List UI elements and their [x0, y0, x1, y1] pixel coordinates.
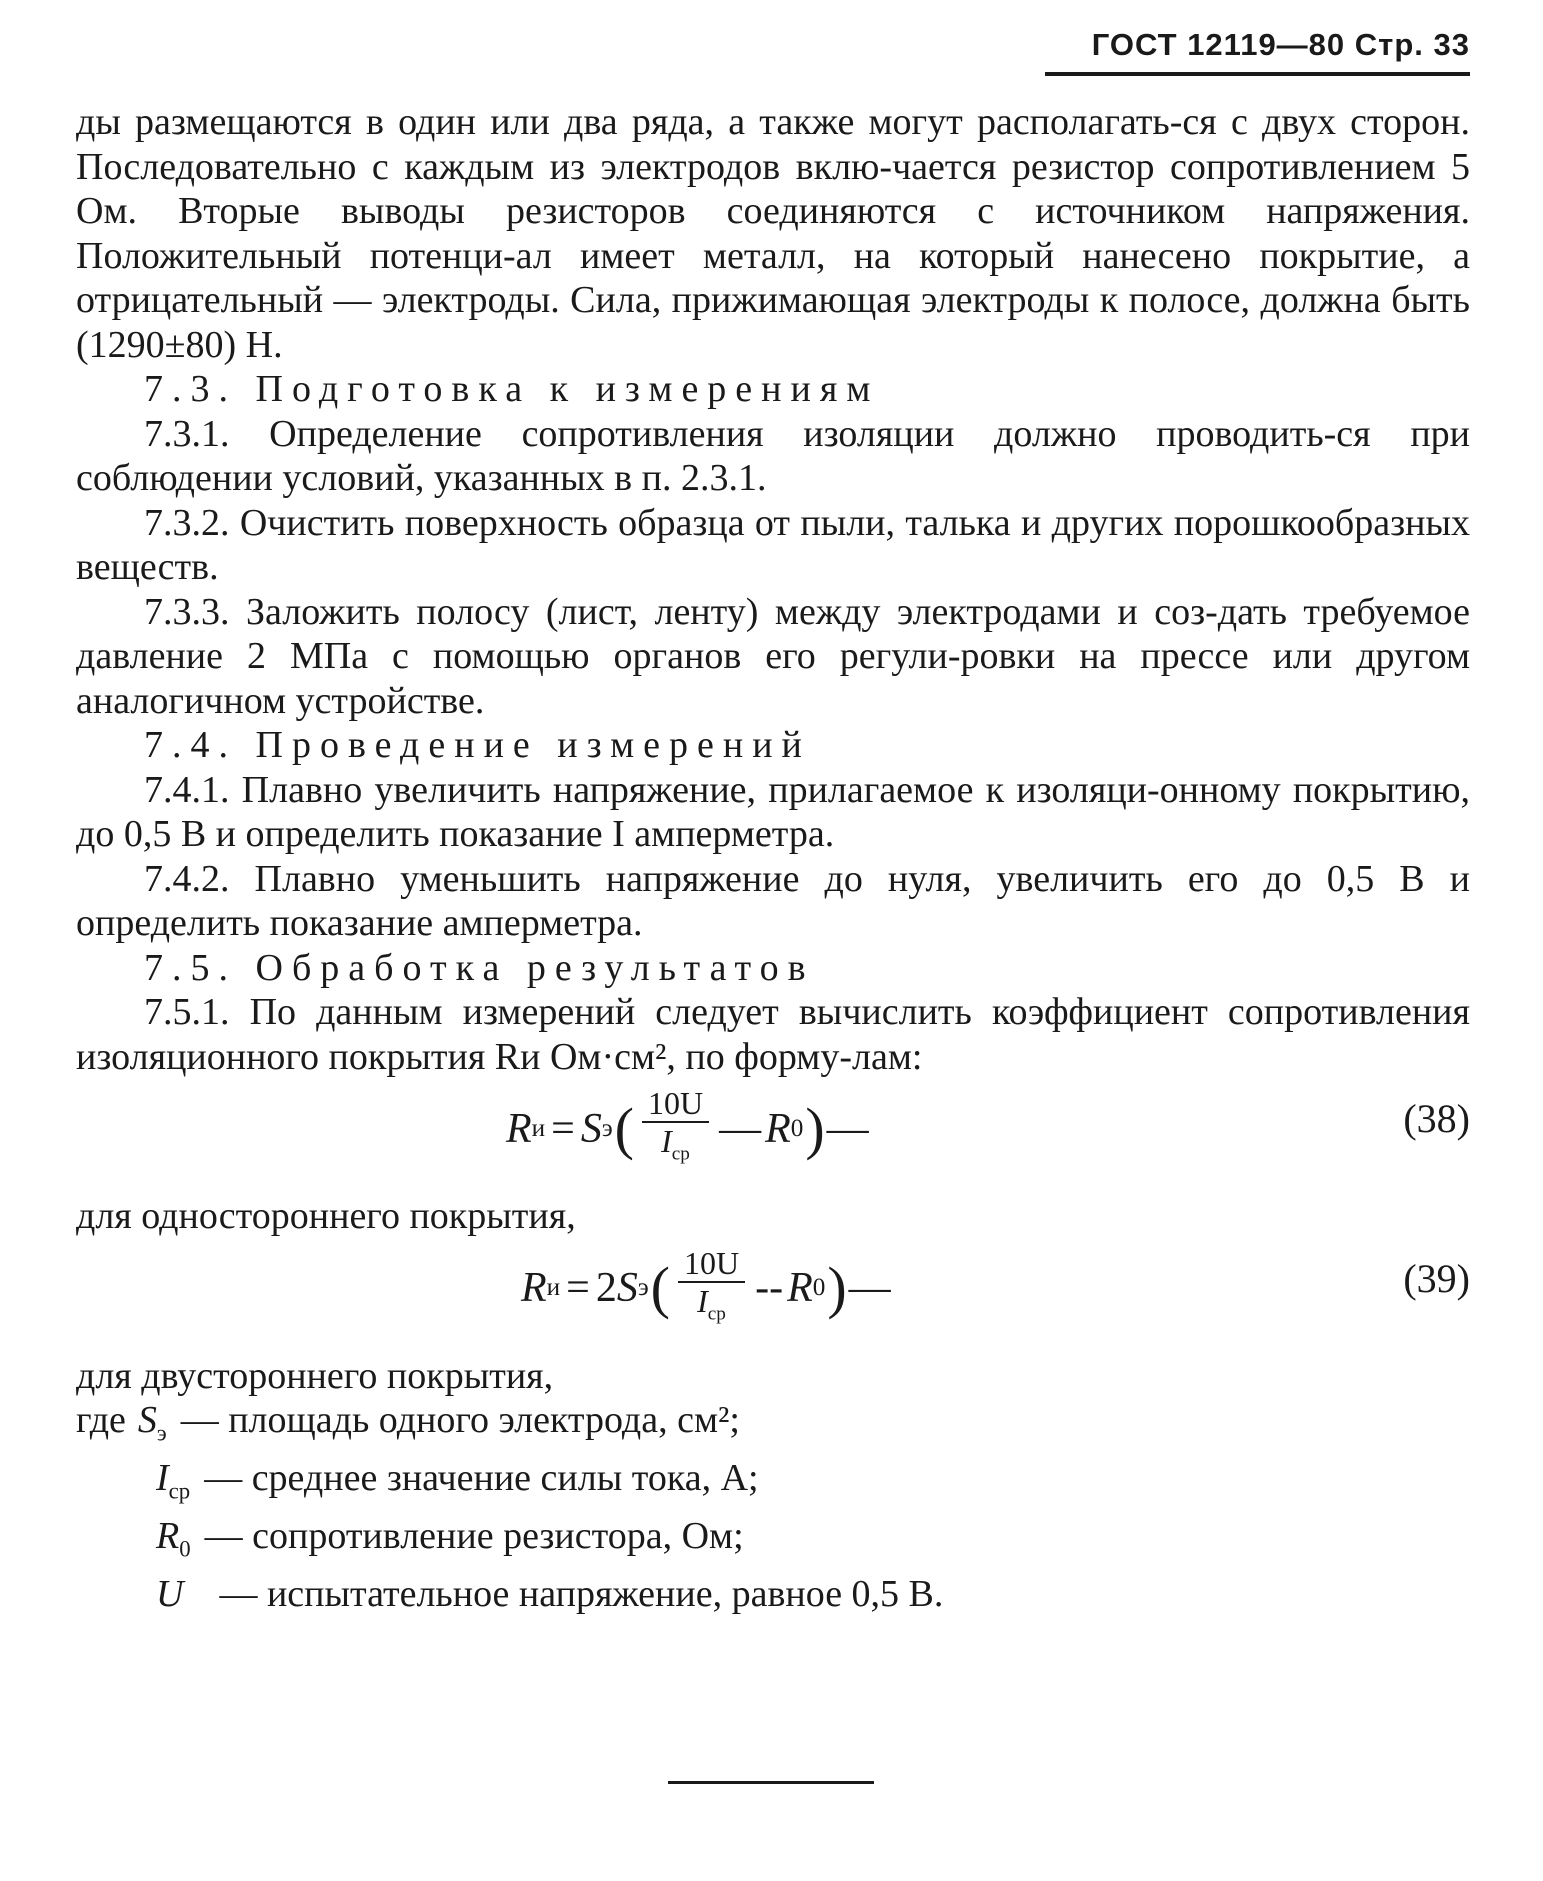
paragraph-7-3-3: 7.3.3. Заложить полосу (лист, ленту) между электродами и соз-дать требуемое давление 2 МПа с помощью органов его регули-ровки на прессе или другом аналогичном устройстве.: [76, 590, 1470, 722]
paren-close: ): [827, 1255, 847, 1321]
legend-text: — среднее значение силы тока, А;: [204, 1457, 759, 1500]
end-rule: [668, 1781, 874, 1784]
formula-minus: --: [755, 1265, 784, 1312]
legend-text: — сопротивление резистора, Ом;: [204, 1515, 744, 1558]
legend-symbol-sub: 0: [179, 1536, 191, 1562]
fraction-denominator-sub: ср: [671, 1143, 690, 1165]
formula-s: S: [616, 1265, 638, 1312]
paragraph-7-4-2: 7.4.2. Плавно уменьшить напряжение до нуля, увеличить его до 0,5 В и определить показание амперметра.: [76, 857, 1470, 944]
document-body: [76, 100, 1470, 1630]
formula-38: [76, 1079, 1470, 1194]
paragraph-7-3-2: 7.3.2. Очистить поверхность образца от пыли, талька и других порошкообразных веществ.: [76, 501, 1470, 588]
fraction-numerator: 10U: [642, 1085, 709, 1123]
legend-text: — площадь одного электрода, см²;: [180, 1399, 740, 1441]
legend-where: где: [76, 1399, 126, 1441]
formula-lhs-sub: и: [531, 1114, 546, 1142]
formula-39: [76, 1239, 1470, 1354]
formula-number-39: (39): [1403, 1255, 1470, 1301]
fraction-denominator: I: [661, 1123, 672, 1159]
formula-s-sub: э: [601, 1114, 613, 1142]
legend-symbol-sub: э: [156, 1420, 167, 1446]
paren-open: (: [614, 1095, 634, 1161]
formula-eq: =: [566, 1265, 590, 1312]
paragraph-7-5-1: 7.5.1. По данным измерений следует вычислить коэффициент сопротивления изоляционного покрытия Rи Ом·см², по форму-лам:: [76, 991, 1470, 1078]
formula-s-sub: э: [637, 1274, 649, 1302]
section-heading-7-4: 7.4. Проведение измерений: [144, 724, 811, 766]
legend-text: — испытательное напряжение, равное 0,5 В.: [219, 1573, 944, 1616]
formula-eq: =: [551, 1105, 575, 1152]
fraction-numerator: 10U: [678, 1245, 745, 1283]
formula-r0: R: [787, 1265, 813, 1312]
formula-coef: 2: [595, 1265, 617, 1312]
page-header: ГОСТ 12119—80 Стр. 33: [1091, 27, 1470, 62]
formula-r0: R: [765, 1105, 791, 1152]
formula-lhs-sub: и: [546, 1274, 561, 1302]
legend-symbol: I: [156, 1457, 169, 1500]
paren-close: ): [805, 1095, 825, 1161]
paren-open: (: [650, 1255, 670, 1321]
paragraph-7-3-1: 7.3.1. Определение сопротивления изоляции должно проводить-ся при соблюдении условий, указанных в п. 2.3.1.: [76, 412, 1470, 499]
legend-item: [76, 1398, 1470, 1456]
formula-minus: —: [719, 1105, 762, 1152]
legend-symbol-sub: ср: [168, 1478, 191, 1504]
header-rule: [1045, 72, 1470, 76]
paragraph-continuation: ды размещаются в один или два ряда, а также могут располагать-ся с двух сторон. Последовательно с каждым из электродов вклю-чается резистор сопротивлением 5 Ом. Вторые выводы резисторов соединяются с источником напряжения. Положительный потенци-ал имеет металл, на который нанесено покрытие, а отрицательный — электроды. Сила, прижимающая электроды к полосе, должна быть (1290±80) Н.: [76, 101, 1470, 366]
fraction-denominator-sub: ср: [707, 1302, 726, 1324]
legend-symbol: R: [156, 1515, 180, 1558]
fraction: [678, 1245, 745, 1332]
legend-symbol: S: [137, 1399, 157, 1441]
section-heading-7-5: 7.5. Обработка результатов: [144, 946, 815, 989]
after-formula-39: для двустороннего покрытия,: [76, 1354, 554, 1397]
after-formula-38: для одностороннего покрытия,: [76, 1195, 576, 1237]
fraction-denominator: I: [697, 1282, 708, 1319]
formula-tail: —: [848, 1265, 891, 1312]
legend-item: [76, 1456, 1470, 1514]
legend: [76, 1398, 1470, 1630]
formula-r0-sub: 0: [812, 1274, 826, 1302]
formula-lhs: R: [506, 1105, 532, 1152]
formula-s: S: [580, 1105, 602, 1152]
legend-item: [76, 1572, 1470, 1630]
section-heading-7-3: 7.3. Подготовка к измерениям: [144, 368, 880, 410]
fraction: [642, 1085, 709, 1172]
legend-item: [76, 1514, 1470, 1572]
formula-number-38: (38): [1403, 1096, 1470, 1141]
formula-r0-sub: 0: [790, 1114, 804, 1142]
paragraph-7-4-1: 7.4.1. Плавно увеличить напряжение, прилагаемое к изоляци-онному покрытию, до 0,5 В и определить показание I амперметра.: [76, 768, 1470, 855]
formula-lhs: R: [521, 1265, 547, 1312]
formula-tail: —: [826, 1105, 869, 1152]
legend-symbol: U: [156, 1573, 184, 1616]
